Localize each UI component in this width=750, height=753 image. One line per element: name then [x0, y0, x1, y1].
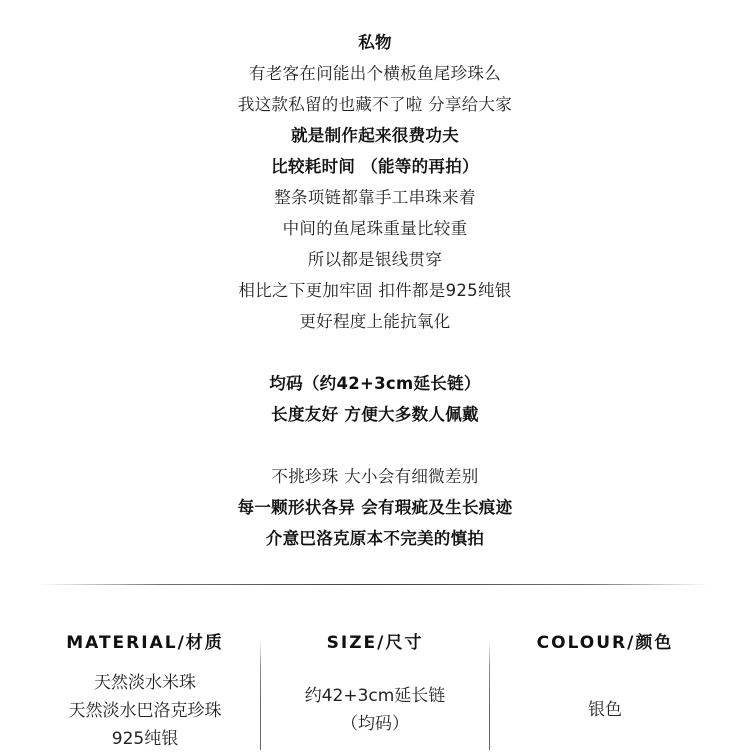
desc-line: 有老客在问能出个横板鱼尾珍珠么 [249, 64, 501, 83]
desc-line: 不挑珍珠 大小会有细微差别 [271, 467, 479, 486]
desc-line: 介意巴洛克原本不完美的慎拍 [265, 529, 485, 548]
desc-line: 中间的鱼尾珠重量比较重 [282, 219, 468, 238]
size-value: 约42+3cm延长链 [304, 686, 446, 706]
desc-line: 长度友好 方便大多数人佩戴 [271, 405, 479, 424]
desc-line: 我这款私留的也藏不了啦 分享给大家 [237, 95, 513, 114]
desc-line: 整条项链都靠手工串珠来着 [274, 188, 476, 207]
desc-line: 所以都是银线贯穿 [307, 250, 443, 269]
product-description [0, 27, 750, 554]
desc-line: 比较耗时间 （能等的再拍） [271, 157, 479, 176]
material-value: 天然淡水米珠 [94, 673, 196, 693]
desc-spacer [0, 430, 750, 461]
size-value: （均码） [341, 714, 409, 734]
desc-line: 更好程度上能抗氧化 [299, 312, 451, 331]
desc-spacer [0, 337, 750, 368]
material-value: 925纯银 [111, 729, 179, 749]
desc-line: 就是制作起来很费功夫 [291, 126, 459, 145]
desc-line: 相比之下更加牢固 扣件都是925纯银 [238, 281, 512, 300]
section-divider [40, 584, 710, 585]
desc-title: 私物 [358, 33, 392, 52]
material-column [30, 618, 260, 750]
material-value: 天然淡水巴洛克珍珠 [68, 701, 222, 721]
size-column [260, 618, 490, 750]
material-header: MATERIAL/材质 [66, 633, 224, 653]
size-header: SIZE/尺寸 [326, 633, 424, 653]
desc-line: 每一颗形状各异 会有瑕疵及生长痕迹 [237, 498, 513, 517]
spec-table [30, 618, 720, 750]
size-values [260, 682, 490, 738]
desc-line: 均码（约42+3cm延长链） [269, 374, 481, 393]
material-values [30, 669, 260, 753]
colour-value: 银色 [588, 700, 622, 720]
colour-values [490, 696, 720, 724]
colour-header: COLOUR/颜色 [536, 633, 674, 653]
colour-column [490, 618, 720, 750]
